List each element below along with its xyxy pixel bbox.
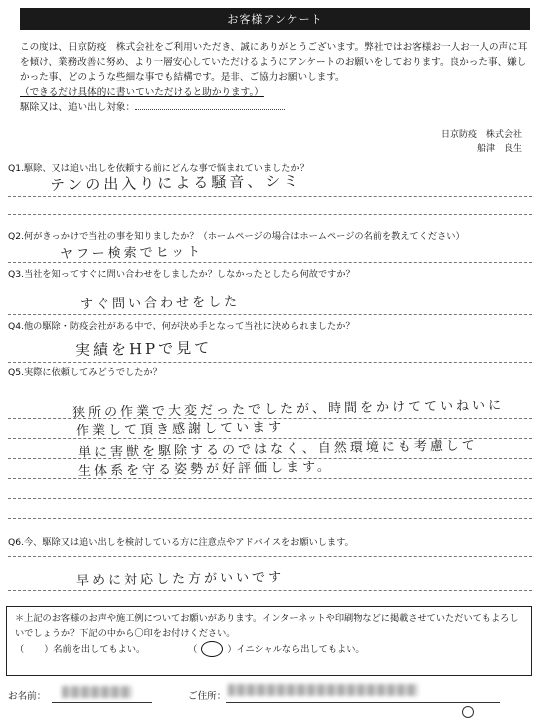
question-1: Q1.駆除、又は追い出しを依頼する前にどんな事で悩まれていましたか？: [8, 163, 309, 174]
answer-line: [8, 590, 532, 591]
intro-block: [20, 40, 530, 115]
address-underline: [226, 702, 500, 703]
answer-2: ヤフー検索でヒット: [59, 244, 204, 263]
intro-note: （できるだけ具体的に書いていただけると助かります。）: [20, 87, 264, 98]
answer-line: [8, 518, 532, 519]
answer-line: [8, 498, 532, 499]
answer-line: [8, 262, 532, 263]
corner-circle-mark: [462, 706, 474, 718]
company-person: 船津 良生: [476, 144, 522, 154]
address-redacted: [228, 684, 418, 696]
option-name[interactable]: （ ）名前を出してもよい。: [15, 643, 146, 655]
name-redacted: [62, 686, 132, 698]
option-initial-label: イニシャルなら出してもよい。: [236, 643, 365, 655]
question-2: Q2.何がきっかけで当社の事を知りましたか？（ホームページの場合はホームページの名前を教えてください）: [8, 231, 465, 242]
consent-text: ＊上記のお客様のお声や施工例についてお願いがあります。インターネットや印刷物などに掲載させていただいてもよろしいでしょうか？下記の中から〇印をお付けください。: [15, 613, 519, 639]
name-underline: [52, 702, 152, 703]
option-initial[interactable]: （ ）イニシャルなら出してもよい。: [188, 644, 364, 655]
answer-line: [8, 478, 532, 479]
answer-line: [8, 362, 532, 363]
address-label: ご住所：: [188, 691, 227, 702]
intro-text: この度は、日京防疫 株式会社をご利用いただき、誠にありがとうございます。弊社ではお客様お一人お一人の声に耳を傾け、業務改善に努め、より一層安心していただけるようにアンケートのお願いをしております。良かった事、嫌しかった事、どのような些細な事でも結構です。是非、ご協力お願いします。: [20, 42, 528, 83]
name-label: お名前：: [8, 691, 47, 702]
answer-5-line-1: 狭所の作業で大変だったでしたが、時間をかけてていねいに: [71, 398, 505, 421]
answer-3: すぐ問い合わせをした: [79, 294, 241, 313]
option-name-label: 名前を出してもよい。: [53, 643, 146, 655]
question-3: Q3.当社を知ってすぐに問い合わせをしましたか？しなかったとしたら何故ですか？: [8, 269, 355, 280]
selected-circle-mark: [201, 641, 223, 657]
answer-line: [8, 196, 532, 197]
answer-5-line-4: 生体系を守る姿勢が好評価します。: [77, 459, 334, 480]
company-name: 日京防疫 株式会社: [440, 130, 522, 140]
question-5: Q5.実際に依頼してみどうでしたか？: [8, 367, 162, 378]
answer-line: [8, 314, 532, 315]
target-field: [135, 109, 285, 110]
answer-1: テンの出入りによる騒音、シミ: [49, 171, 302, 195]
answer-5-line-2: 作業して頂き感謝しています: [75, 420, 285, 439]
consent-box: [6, 606, 532, 676]
company-signature: [441, 128, 522, 156]
target-row: [20, 100, 530, 115]
survey-title-bar: [20, 8, 530, 30]
answer-line: [8, 214, 532, 215]
target-label: 駆除又は、追い出し対象：: [20, 102, 136, 113]
answer-line: [8, 556, 532, 557]
answer-4: 実績をHPで見て: [74, 338, 213, 360]
question-6: Q6.今、駆除又は追い出しを検討している方に注意点やアドバイスをお願いします。: [8, 537, 354, 548]
answer-5-line-3: 単に害獣を駆除するのではなく、自然環境にも考慮して: [77, 438, 478, 461]
consent-options: [15, 641, 523, 657]
question-4: Q4.他の駆除・防疫会社がある中で、何が決め手となって当社に決められましたか？: [8, 321, 355, 332]
answer-6: 早めに対応した方がいいです: [75, 570, 285, 589]
survey-title: お客様アンケート: [227, 13, 323, 26]
